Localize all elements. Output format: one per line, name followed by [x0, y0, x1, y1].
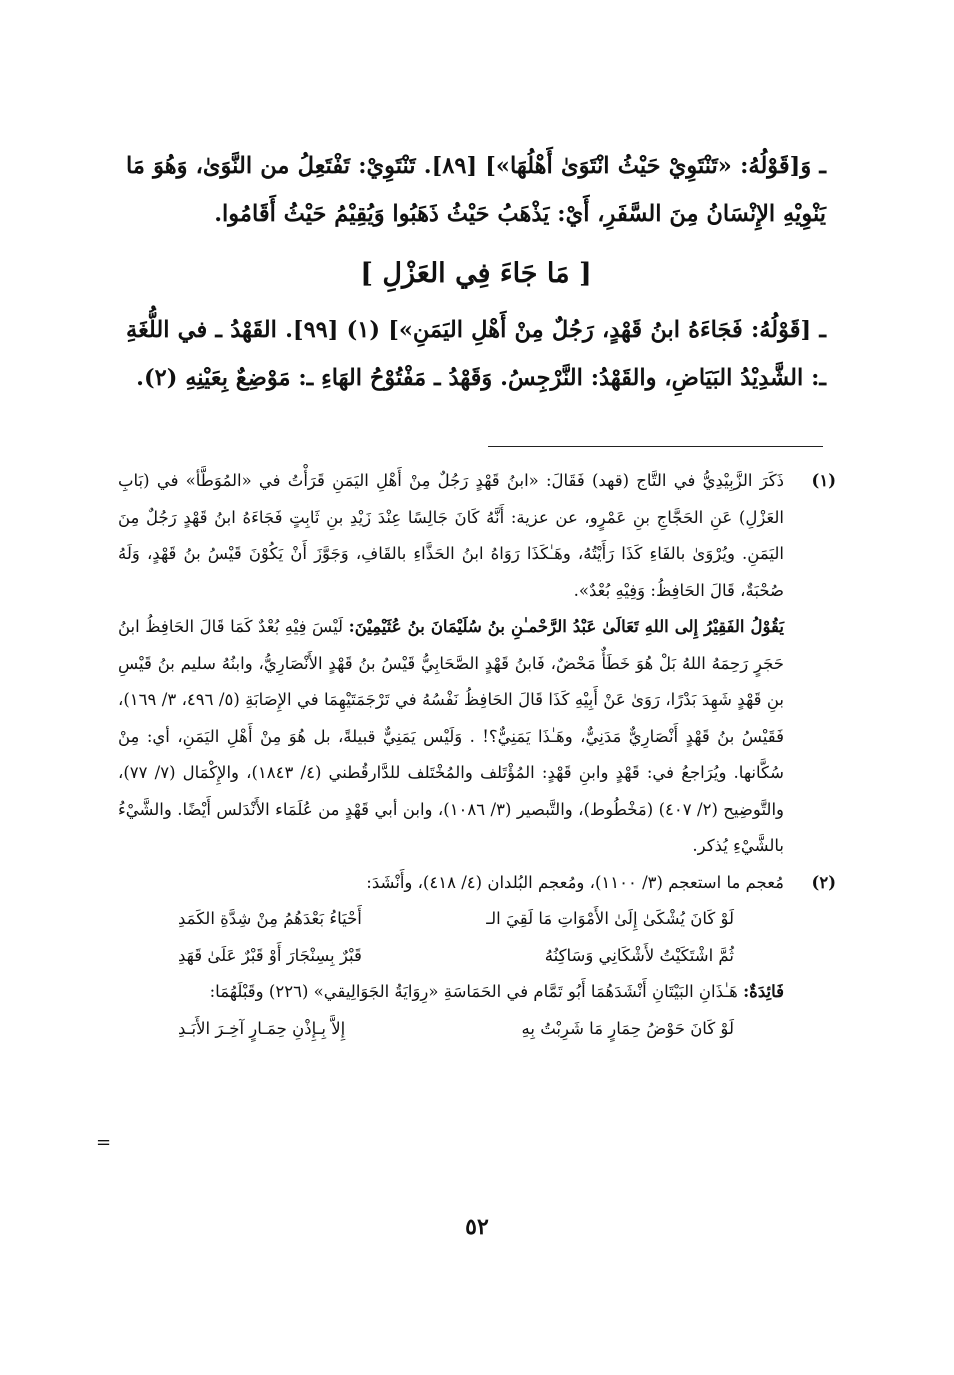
- verse-line: [118, 901, 784, 938]
- section-heading: [ مَا جَاءَ فِي العَزْلِ ]: [360, 258, 592, 289]
- verse-hemistich: لَوْ كَانَ حَوْضُ حِمَارٍ مَا شَرِبْتُ بِهِ: [521, 1018, 734, 1038]
- page-number: ٥٢: [465, 1214, 489, 1240]
- footnote-text: [118, 974, 784, 1011]
- verse-hemistich: ثُمَّ اشْتَكَيْتُ لأَشْكَانِي وَسَاكِنُهُ: [544, 945, 734, 965]
- main-paragraph: ـ [قَوْلُهُ: فَجَاءَهُ ابنُ قَهْدٍ، رَجُلٌ مِنْ أَهْلِ اليَمَنِ»] (١) [٩٩]. القَهْدُ ـ في اللُّغَةِ ـ: الشَّدِيْدُ البَيَاضِ، والقَهْدُ: النَّرْجِسُ. وَقَهْدُ ـ مَفْتُوْحُ الهَاءِ ـ: مَوْضِعٌ بِعَيْنِهِ (٢).: [126, 317, 826, 391]
- footnote-number: (١): [811, 471, 836, 490]
- footnote-separator: [488, 446, 823, 447]
- verse-line: [118, 1011, 784, 1048]
- footnotes: [118, 463, 836, 1047]
- main-text: [126, 142, 826, 402]
- margin-mark: =: [96, 1132, 112, 1153]
- verse-hemistich: أَحْيَاءُ بَعْدَهُمُ مِنْ شِدَّةِ الكَمَدِ: [178, 909, 362, 928]
- footnote-text: [118, 609, 784, 865]
- verse-hemistich: لَوْ كَانَ يُشْكَىٰ إِلَىٰ الأَمْوَاتِ مَا لَقِيَ الـ: [486, 909, 734, 928]
- footnote-number: (٢): [811, 872, 836, 892]
- verse-hemistich: قَبْرٌ بِسِنْجَارَ أَوْ قَبْرٌ عَلَىٰ قَهَدِ: [178, 945, 362, 965]
- verse-hemistich: إِلاَّ بِـإِذْنِ حِمَـارٍ آخِـرَ الأَبَـدِ: [178, 1018, 346, 1038]
- footnote-2: [118, 865, 836, 1048]
- verse-line: [118, 938, 784, 975]
- footnote-text: ذَكَرَ الزَّبِيْدِيُّ في التَّاج (قهد) فَقَالَ: «ابنُ قَهْدٍ رَجُلٌ مِنْ أَهْلِ اليَمَنِ قَرَأْتُ في «المُوَطَّأ» في (بَابِ العَزْلِ) عَنِ الحَجَّاجِ بنِ عَمْرٍو، عن عزية: أَنَّهُ كَانَ جَالِسًا عِنْدَ زَيْدِ بنِ ثَابِتٍ فَجَاءَهُ ابنُ قَهْدٍ رَجُلٌ مِنَ اليَمَنِ. ويُرْوَىٰ بالفَاءِ كَذَا رَأَيْتُهُ، وهَـٰكَذَا رَوَاهُ ابنُ الحَذَّاءِ بالقَافِ، وَجَوَّزَ أَنْ يَكُوْنَ قَيْسُ بنُ قَهْدٍ، وَلَهُ صُحْبَةٌ، قَالَ الحَافِظُ: وَفِيْهِ بُعْدٌ».: [118, 471, 784, 600]
- footnote-1: [118, 463, 836, 865]
- main-paragraph: ـ وَ[قَوْلُهُ: «تَنْتَوِيْ حَيْثُ انْتَوَىٰ أَهْلُهَا»] [٨٩]. تَنْتَوِيْ: تَفْتَعِلُ من النَّوَىٰ، وَهُوَ مَا يَنْوِيْهِ الإِنْسَانُ مِنَ السَّفَرِ، أَيْ: يَذْهَبُ حَيْثُ ذَهَبُوا وَيُقِيْمُ حَيْثُ أَقَامُوا.: [126, 153, 826, 227]
- footnote-text: مُعجم ما استعجم (٣/ ١١٠٠)، ومُعجم البُلدان (٤/ ٤١٨)، وأَنْشَدَ:: [366, 872, 784, 892]
- footnote-body: لَيْسَ فِيْهِ بُعْدٌ كَمَا قَالَ الحَافِظُ ابنُ حَجَرٍ رَحِمَهُ اللهُ بَلْ هُوَ خَطَأٌ مَحْضٌ، فَابنُ قَهْدٍ الصَّحَابِيُّ قَيْسُ بنُ قَهْدٍ الأَنْصَارِيُّ، وابنُهُ سليم بنُ قَيْسِ بنِ قَهْدٍ شَهِدَ بَدْرًا، رَوَىٰ عَنْ أَبِيْهِ كَذَا قَالَ الحَافِظُ نَفْسُهُ في تَرْجَمَتَيْهِمَا في الإِصَابَةِ (٥/ ٤٩٦، ٣/ ١٦٩)، فَقَيْسُ بنُ قَهْدٍ أَنْصَارِيٌّ مَدَنِيٌّ، وهَـٰذَا يَمَنِيٌّ؟! . وَلَيْس يَمَنِيٌّ قبيلةً، بل هُوَ مِنْ أَهْلِ اليَمَنِ، أي: مِنْ سُكَّانها. ويُرَاجعُ في: قَهْدٍ وابنِ قَهْدٍ: المُؤْتَلف والمُخْتَلف للدَّارقُطني (٤/ ١٨٤٣)، والإِكْمَال (٧/ ٧٧)، والتَّوضِيح (٢/ ٤٠٧) (مَخْطُوط)، والتَّبصير (٣/ ١٠٨٦)، وابن أبي قَهْدٍ من عُلَمَاء الأَنْدَلس أَيْضًا. والشَّيْءُ بالشَّيْءِ يُذكر.: [118, 617, 785, 855]
- faida-body: هَـٰذَانِ البَيْتَانِ أَنْشَدَهُمَا أَبُو تَمَّام في الحَمَاسَةِ «رِوَايَةُ الجَوَالِيقي» (٢٢٦) وقَبْلَهُمَا:: [209, 982, 738, 1001]
- footnote-lead: يَقُوْلُ الفَقِيْرُ إِلى اللهِ تَعَالَىٰ عَبْدُ الرَّحْمـٰنِ بنُ سُلَيْمَانَ بنُ عُثَيْمِيْنَ:: [348, 617, 784, 636]
- faida-label: فَائِدَةٌ:: [743, 982, 784, 1001]
